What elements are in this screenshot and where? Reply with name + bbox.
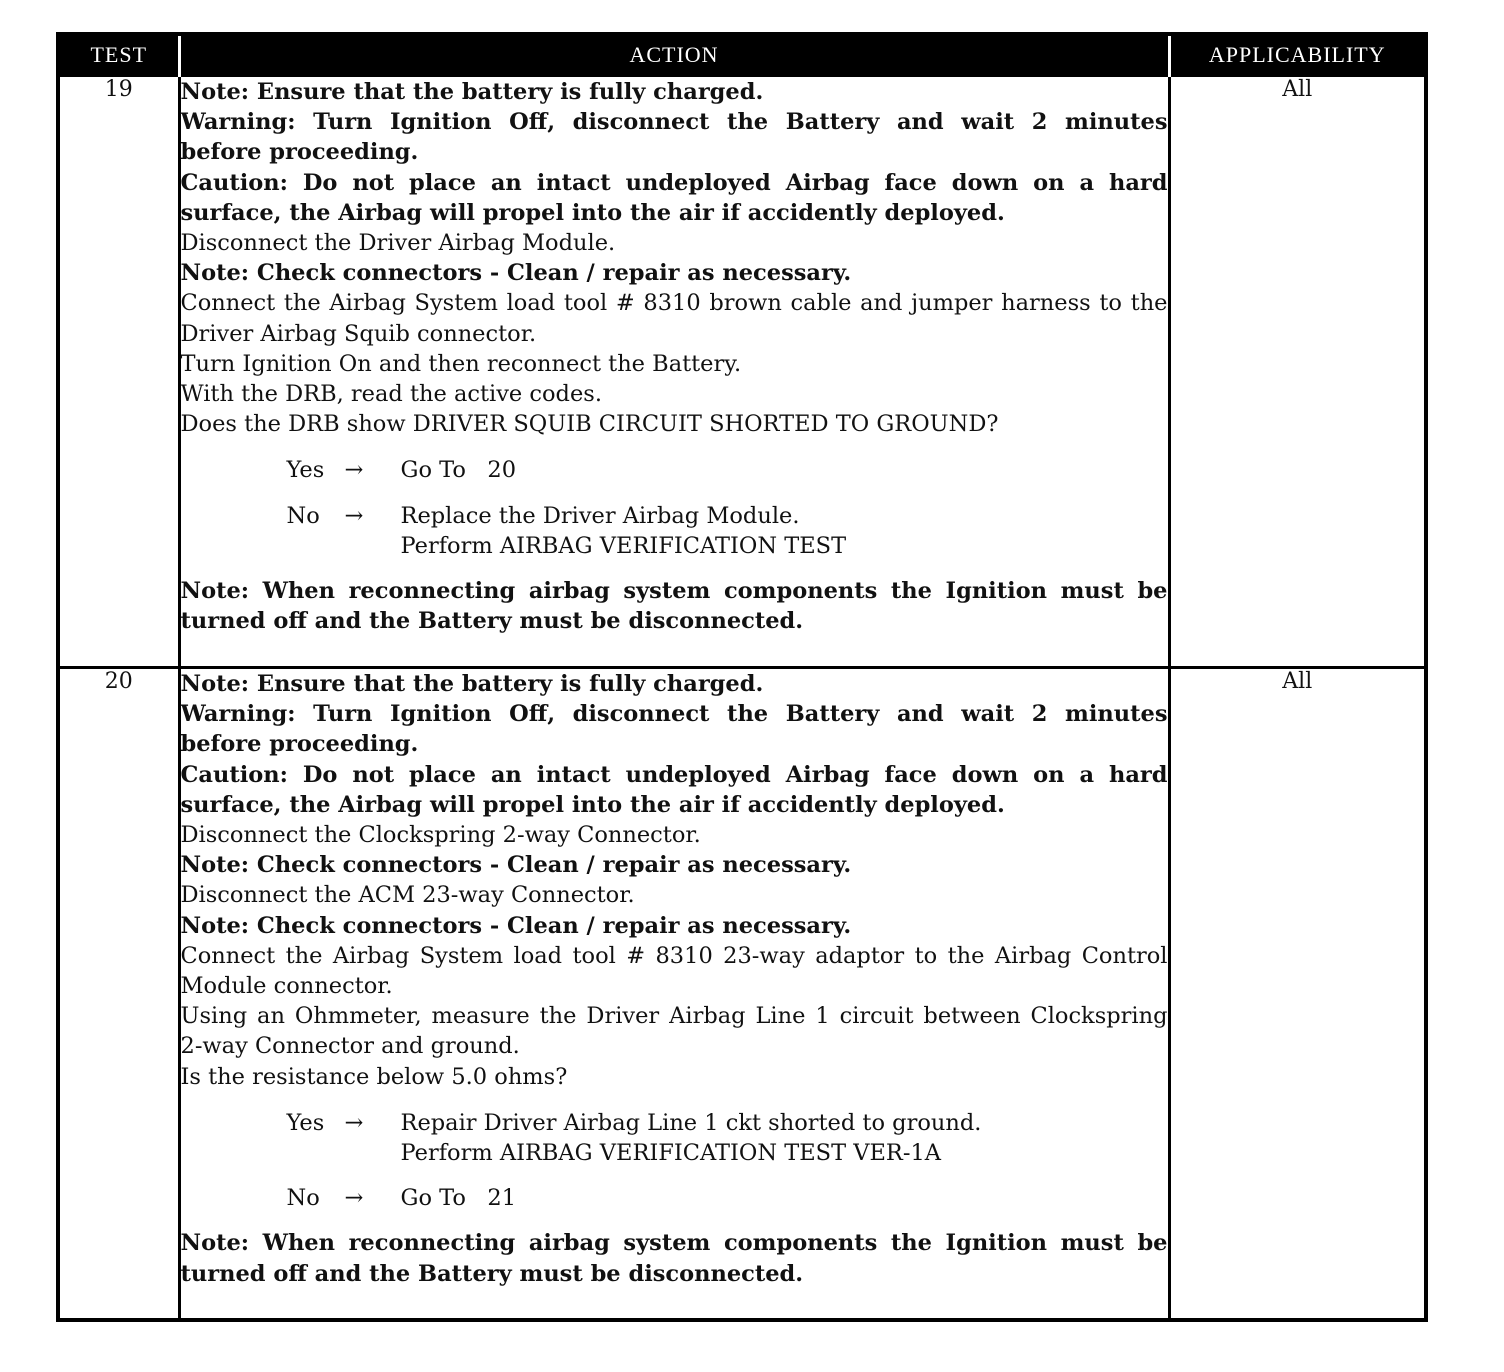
- warning-line: before proceeding.: [180, 139, 419, 166]
- warning-line: before proceeding.: [180, 731, 419, 758]
- step-line: Disconnect the Clockspring 2-way Connector.: [180, 822, 701, 849]
- step-line: Using an Ohmmeter, measure the Driver Airbag Line 1 circuit between Clockspring: [180, 1003, 1168, 1030]
- test-procedure-table: [56, 32, 1428, 1322]
- note-line: Note: Check connectors - Clean / repair as necessary.: [180, 912, 852, 939]
- arrow-icon: →: [344, 457, 364, 484]
- closing-note: [181, 576, 1168, 636]
- branch-no: [287, 501, 1168, 561]
- caution-line: surface, the Airbag will propel into the air if accidently deployed.: [180, 791, 1005, 818]
- table-row: [58, 668, 1426, 1320]
- step-line: Driver Airbag Squib connector.: [180, 320, 537, 347]
- test-number: 19: [58, 76, 179, 668]
- note-line: Note: Ensure that the battery is fully charged.: [180, 79, 764, 105]
- step-line: Disconnect the Driver Airbag Module.: [180, 230, 616, 257]
- arrow-icon: →: [344, 502, 364, 529]
- note-line: Note: When reconnecting airbag system components the Ignition must be: [180, 578, 1168, 605]
- branch-yes: [287, 455, 1168, 485]
- branch-line: Go To 20: [400, 457, 517, 484]
- caution-line: Caution: Do not place an intact undeployed Airbag face down on a hard: [180, 169, 1168, 196]
- branch-line: Perform AIRBAG VERIFICATION TEST VER-1A: [400, 1140, 942, 1167]
- test-number: 20: [58, 668, 179, 1320]
- branch-label: Yes: [286, 457, 325, 484]
- table-row: [58, 76, 1426, 668]
- table-header-row: [58, 34, 1426, 76]
- step-line: 2-way Connector and ground.: [180, 1033, 520, 1060]
- branch-label: Yes: [286, 1109, 325, 1136]
- caution-line: surface, the Airbag will propel into the air if accidently deployed.: [180, 199, 1005, 226]
- header-action: ACTION: [179, 34, 1169, 76]
- branch-line: Replace the Driver Airbag Module.: [400, 502, 800, 529]
- caution-line: Caution: Do not place an intact undeployed Airbag face down on a hard: [180, 761, 1168, 788]
- action-cell: [179, 76, 1169, 668]
- step-line: With the DRB, read the active codes.: [180, 381, 602, 408]
- branch-yes: [287, 1108, 1168, 1168]
- branch-label: No: [286, 502, 320, 529]
- warning-line: Warning: Turn Ignition Off, disconnect the Battery and wait 2 minutes: [180, 701, 1168, 728]
- arrow-icon: →: [344, 1109, 364, 1136]
- step-line: Connect the Airbag System load tool # 8310 23-way adaptor to the Airbag Control: [180, 942, 1168, 969]
- closing-note: [181, 1228, 1168, 1288]
- applicability-value: All: [1169, 76, 1426, 668]
- step-line: Module connector.: [180, 973, 393, 1000]
- note-line: Note: Ensure that the battery is fully charged.: [180, 671, 764, 697]
- step-line: Connect the Airbag System load tool # 8310 brown cable and jumper harness to the: [180, 290, 1168, 317]
- note-line: turned off and the Battery must be disconnected.: [180, 1260, 804, 1287]
- header-applicability: APPLICABILITY: [1169, 34, 1426, 76]
- branch-text: [401, 501, 1168, 561]
- branch-line: Repair Driver Airbag Line 1 ckt shorted to ground.: [400, 1109, 982, 1136]
- branch-line: Perform AIRBAG VERIFICATION TEST: [400, 532, 847, 559]
- step-line: Disconnect the ACM 23-way Connector.: [180, 882, 635, 909]
- question-line: Is the resistance below 5.0 ohms?: [180, 1063, 568, 1090]
- note-line: Note: When reconnecting airbag system components the Ignition must be: [180, 1230, 1168, 1257]
- note-line: Note: Check connectors - Clean / repair as necessary.: [180, 260, 852, 287]
- branch-text: [401, 1108, 1168, 1168]
- branch-list: [181, 455, 1168, 561]
- step-line: Turn Ignition On and then reconnect the Battery.: [180, 350, 742, 377]
- branch-list: [181, 1108, 1168, 1214]
- branch-text: [401, 455, 1168, 485]
- branch-label: No: [286, 1185, 320, 1212]
- branch-line: Go To 21: [400, 1185, 517, 1212]
- branch-text: [401, 1183, 1168, 1213]
- question-line: Does the DRB show DRIVER SQUIB CIRCUIT SHORTED TO GROUND?: [180, 411, 999, 438]
- warning-line: Warning: Turn Ignition Off, disconnect the Battery and wait 2 minutes: [180, 109, 1168, 136]
- arrow-icon: →: [344, 1185, 364, 1212]
- action-cell: [179, 668, 1169, 1320]
- note-line: Note: Check connectors - Clean / repair as necessary.: [180, 852, 852, 879]
- header-test: TEST: [58, 34, 179, 76]
- branch-no: [287, 1183, 1168, 1213]
- applicability-value: All: [1169, 668, 1426, 1320]
- note-line: turned off and the Battery must be disconnected.: [180, 608, 804, 635]
